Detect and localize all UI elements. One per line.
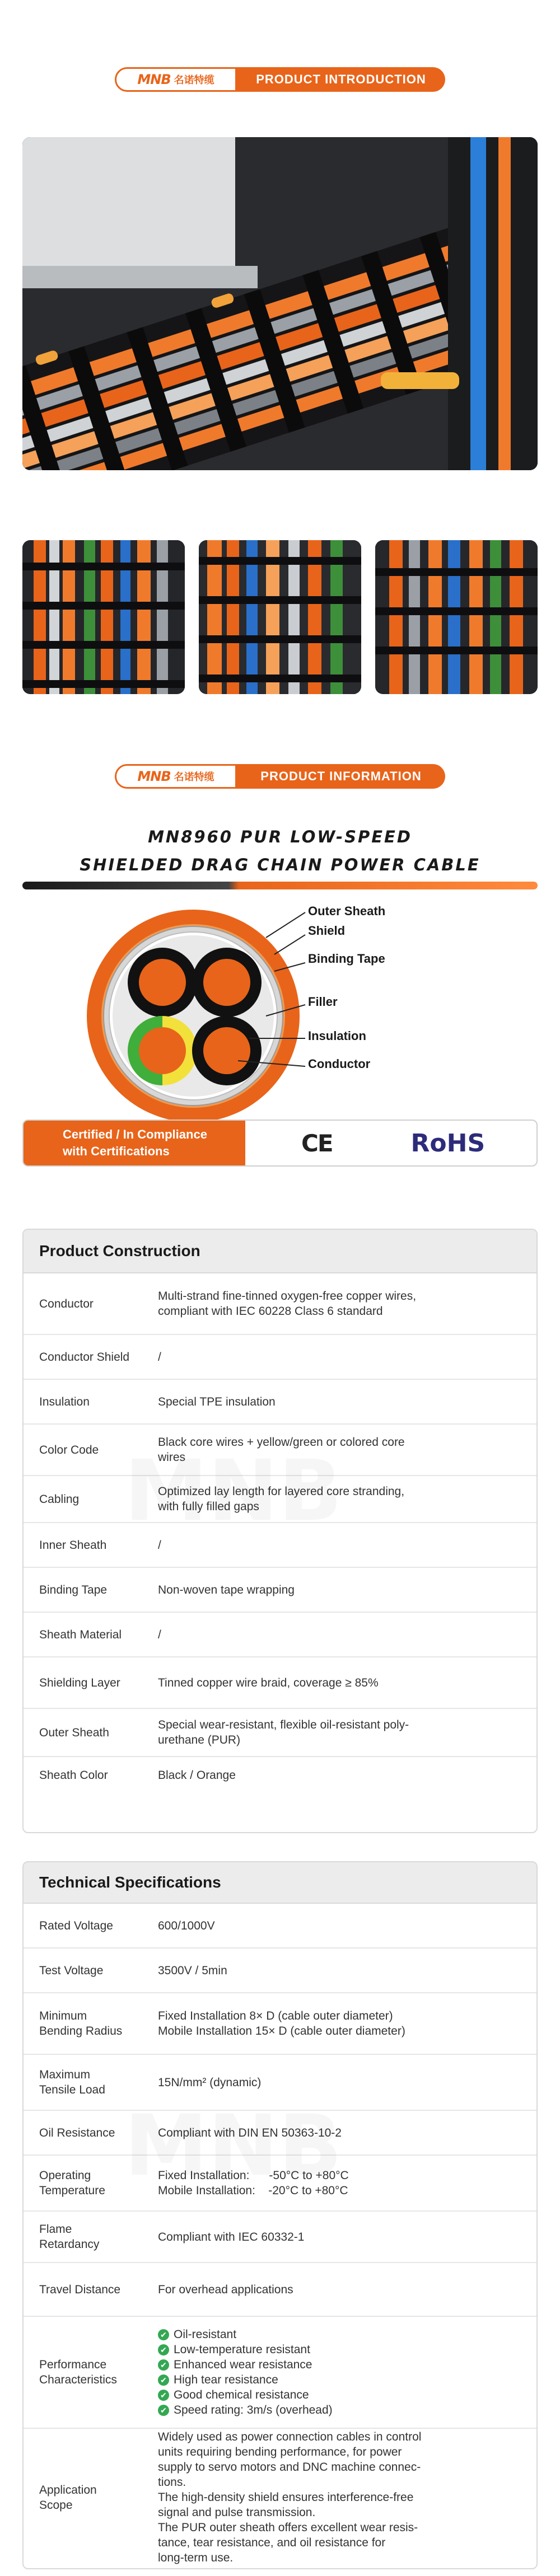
check-item: ✔ Speed rating: 3m/s (overhead)	[158, 2402, 525, 2418]
row-label: Travel Distance	[39, 2283, 121, 2296]
performance-list	[158, 2327, 536, 2418]
row-value: /	[158, 1350, 161, 1364]
row-label: Sheath Material	[39, 1628, 122, 1641]
row-value: 15N/mm² (dynamic)	[158, 2076, 262, 2089]
certification-bar	[22, 1120, 538, 1167]
title-underline-bar	[22, 882, 538, 889]
table-row	[24, 2317, 536, 2429]
table-row	[24, 1657, 536, 1709]
table-row	[24, 1949, 536, 1993]
table-row	[24, 1568, 536, 1613]
row-label: Sheath Color	[39, 1768, 108, 1782]
intro-section-title: PRODUCT INTRODUCTION	[237, 67, 445, 92]
row-value: Black / Orange	[158, 1768, 236, 1782]
certification-label-line-2: with Certifications	[63, 1144, 170, 1158]
detail-photo-3	[375, 540, 538, 694]
row-label: Rated Voltage	[39, 1919, 113, 1932]
row-label: Minimum Bending Radius	[39, 2010, 123, 2038]
row-label: Binding Tape	[39, 1583, 108, 1596]
row-label: Insulation	[39, 1395, 90, 1408]
certification-label-line-1: Certified / In Compliance	[63, 1127, 207, 1141]
logo-mark: MNB	[137, 72, 171, 87]
row-label: Application Scope	[39, 2483, 97, 2512]
row-label: Test Voltage	[39, 1964, 104, 1977]
brand-logo	[115, 67, 237, 92]
table-row	[24, 1709, 536, 1757]
row-value: Multi-strand fine-tinned oxygen-free copper wires, compliant with IEC 60228 Class 6 standard	[158, 1290, 417, 1318]
row-label: Cabling	[39, 1492, 80, 1506]
row-value: Compliant with DIN EN 50363-10-2	[158, 2126, 342, 2139]
technical-specifications-table	[22, 1861, 538, 2569]
label-binding-tape: Binding Tape	[308, 952, 385, 966]
check-item: ✔ Good chemical resistance	[158, 2387, 525, 2402]
row-value: Special TPE insulation	[158, 1395, 276, 1408]
check-item: ✔ High tear resistance	[158, 2372, 525, 2387]
row-value: Fixed Installation 8× D (cable outer diameter) Mobile Installation 15× D (cable outer diameter)	[158, 2010, 405, 2038]
row-label: Shielding Layer	[39, 1676, 120, 1689]
detail-photo-2	[199, 540, 361, 694]
detail-photo-1	[22, 540, 185, 694]
table-row	[24, 1904, 536, 1949]
check-item: ✔ Enhanced wear resistance	[158, 2357, 525, 2372]
info-section-badge	[115, 764, 445, 789]
label-conductor: Conductor	[308, 1057, 371, 1071]
row-label: Flame Retardancy	[39, 2223, 100, 2251]
table-row	[24, 2429, 536, 2566]
table-row	[24, 1425, 536, 1476]
table-row	[24, 2263, 536, 2317]
table-row	[24, 1613, 536, 1657]
row-value: For overhead applications	[158, 2283, 293, 2296]
row-value: Non-woven tape wrapping	[158, 1583, 295, 1596]
table-row	[24, 1993, 536, 2055]
row-label: Color Code	[39, 1443, 99, 1456]
label-insulation: Insulation	[308, 1029, 366, 1043]
brand-logo	[115, 764, 237, 789]
intro-section-badge	[115, 67, 445, 92]
specs-heading: Technical Specifications	[24, 1862, 536, 1904]
row-value: 600/1000V	[158, 1919, 215, 1932]
row-label: Oil Resistance	[39, 2126, 115, 2139]
label-outer-sheath: Outer Sheath	[308, 904, 386, 918]
table-row	[24, 1380, 536, 1425]
product-title-line-2: SHIELDED DRAG CHAIN POWER CABLE	[80, 855, 480, 874]
row-value: Tinned copper wire braid, coverage ≥ 85%	[158, 1676, 379, 1689]
main-product-photo	[22, 137, 538, 470]
row-label: Performance Characteristics	[39, 2358, 117, 2386]
cable-cross-section-diagram	[81, 904, 328, 1134]
label-filler: Filler	[308, 995, 338, 1009]
row-value: 3500V / 5min	[158, 1964, 227, 1977]
label-shield: Shield	[308, 924, 346, 938]
table-row	[24, 2156, 536, 2212]
row-label: Inner Sheath	[39, 1538, 107, 1552]
row-label: Outer Sheath	[39, 1726, 109, 1739]
table-row	[24, 1335, 536, 1380]
row-label: Conductor Shield	[39, 1350, 130, 1364]
row-label: Conductor	[39, 1297, 94, 1310]
application-text: Widely used as power connection cables in control units requiring bending performance, for power supply to servo motors and DNC machine connec- tions. The high-density shield ensures interference-free signal and pulse transmission. The PUR outer sheath offers excellent wear resis- tance, tear resistance, and oil resistance for long-term use.	[158, 2430, 422, 2564]
table-row	[24, 1476, 536, 1523]
table-row	[24, 1523, 536, 1568]
row-label: Operating Temperature	[39, 2169, 105, 2197]
row-value: /	[158, 1628, 161, 1641]
table-row	[24, 1273, 536, 1335]
certification-label	[24, 1121, 245, 1165]
row-label: Maximum Tensile Load	[39, 2068, 105, 2096]
row-value: Compliant with IEC 60332-1	[158, 2230, 305, 2244]
row-value: Optimized lay length for layered core stranding, with fully filled gaps	[158, 1485, 405, 1513]
logo-chinese: 名诺特缆	[174, 771, 214, 783]
table-row	[24, 2212, 536, 2263]
row-value: Special wear-resistant, flexible oil-resistant poly- urethane (PUR)	[158, 1718, 409, 1746]
table-row	[24, 1757, 536, 1793]
ce-mark: CE	[301, 1129, 333, 1157]
check-item: ✔ Oil-resistant	[158, 2327, 525, 2342]
rohs-mark: RoHS	[410, 1128, 486, 1158]
logo-mark: MNB	[137, 769, 171, 784]
product-construction-table	[22, 1229, 538, 1833]
row-value: /	[158, 1538, 161, 1552]
construction-heading: Product Construction	[24, 1230, 536, 1273]
table-row	[24, 2111, 536, 2156]
logo-chinese: 名诺特缆	[174, 74, 214, 86]
info-section-title: PRODUCT INFORMATION	[237, 764, 445, 789]
row-value: Fixed Installation: -50°C to +80°C Mobile Installation: -20°C to +80°C	[158, 2169, 349, 2197]
row-value: Black core wires + yellow/green or colored core wires	[158, 1436, 405, 1464]
product-title-line-1: MN8960 PUR LOW-SPEED	[148, 827, 412, 846]
check-item: ✔ Low-temperature resistant	[158, 2342, 525, 2357]
table-row	[24, 2055, 536, 2111]
